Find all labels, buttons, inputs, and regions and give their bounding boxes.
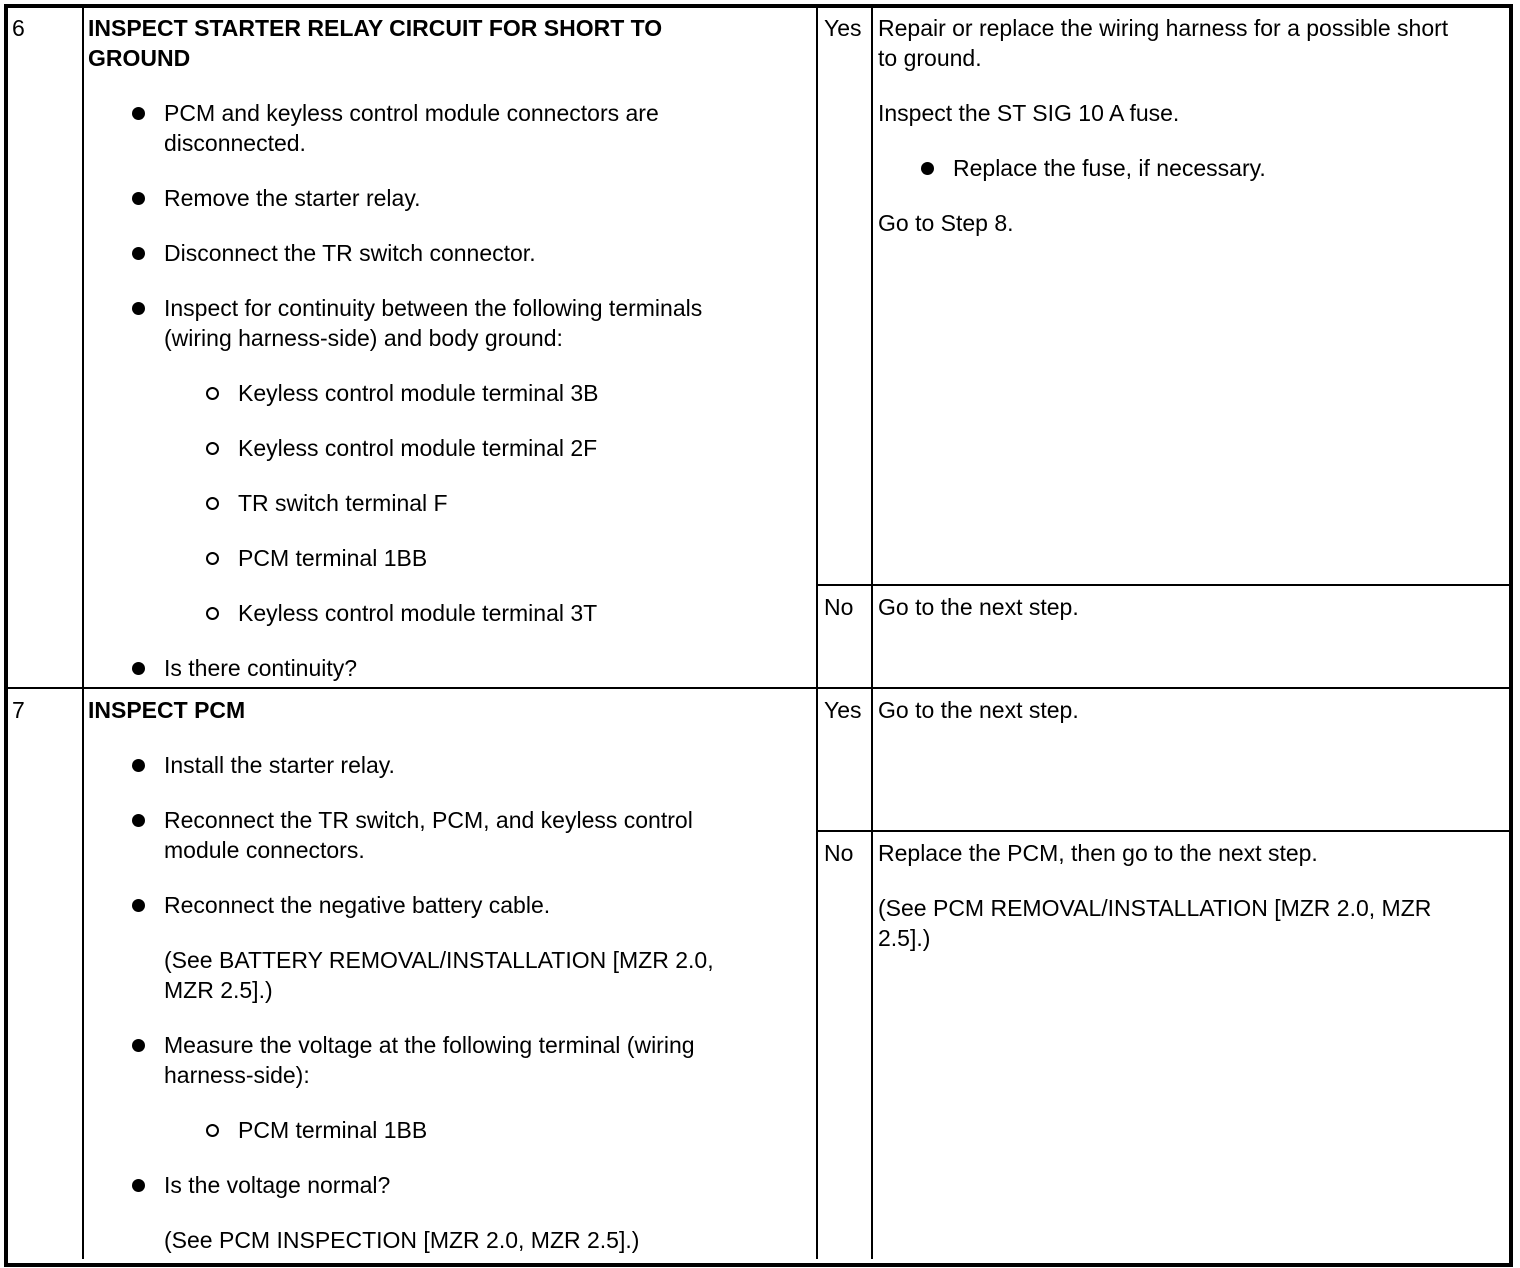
row-divider: [8, 687, 1509, 689]
result-yes-action: Replace the fuse, if necessary.: [953, 155, 1266, 181]
reference-note: (See BATTERY REMOVAL/INSTALLATION [MZR 2.0,: [164, 947, 714, 973]
result-divider: [816, 584, 1509, 586]
result-yes-action: to ground.: [878, 45, 982, 71]
bullet-icon: [132, 899, 145, 912]
list-item: Is there continuity?: [164, 655, 358, 681]
reference-note: MZR 2.5].): [164, 977, 273, 1003]
result-no-action: (See PCM REMOVAL/INSTALLATION [MZR 2.0, MZR: [878, 895, 1432, 921]
sub-bullet-icon: [206, 442, 219, 455]
result-yes-action: Go to the next step.: [878, 697, 1079, 723]
list-item: disconnected.: [164, 130, 306, 156]
step-number: 7: [12, 697, 25, 723]
bullet-icon: [921, 162, 934, 175]
result-yes-action: Repair or replace the wiring harness for a possible short: [878, 15, 1449, 41]
list-item: Disconnect the TR switch connector.: [164, 240, 536, 266]
bullet-icon: [132, 302, 145, 315]
list-item: Measure the voltage at the following terminal (wiring: [164, 1032, 695, 1058]
sub-bullet-icon: [206, 1124, 219, 1137]
sub-bullet-icon: [206, 552, 219, 565]
step-title: INSPECT PCM: [88, 697, 246, 723]
column-divider: [82, 8, 84, 1259]
sub-bullet-icon: [206, 497, 219, 510]
sub-bullet-icon: [206, 387, 219, 400]
sub-list-item: PCM terminal 1BB: [238, 1117, 428, 1143]
list-item: module connectors.: [164, 837, 365, 863]
sub-list-item: Keyless control module terminal 3T: [238, 600, 598, 626]
bullet-icon: [132, 192, 145, 205]
step-title: INSPECT STARTER RELAY CIRCUIT FOR SHORT TO: [88, 15, 663, 41]
result-yes-action: Inspect the ST SIG 10 A fuse.: [878, 100, 1180, 126]
sub-list-item: TR switch terminal F: [238, 490, 448, 516]
result-no-action: 2.5].): [878, 925, 931, 951]
list-item: Is the voltage normal?: [164, 1172, 391, 1198]
bullet-icon: [132, 662, 145, 675]
list-item: (wiring harness-side) and body ground:: [164, 325, 563, 351]
sub-list-item: Keyless control module terminal 2F: [238, 435, 598, 461]
result-divider: [816, 830, 1509, 832]
sub-list-item: Keyless control module terminal 3B: [238, 380, 599, 406]
list-item: PCM and keyless control module connectors are: [164, 100, 659, 126]
list-item: Remove the starter relay.: [164, 185, 421, 211]
result-no-action: Go to the next step.: [878, 594, 1079, 620]
result-no-label: No: [824, 840, 854, 866]
result-yes-label: Yes: [824, 697, 862, 723]
bullet-icon: [132, 107, 145, 120]
sub-bullet-icon: [206, 607, 219, 620]
result-yes-action: Go to Step 8.: [878, 210, 1014, 236]
step-title: GROUND: [88, 45, 191, 71]
reference-note: (See PCM INSPECTION [MZR 2.0, MZR 2.5].): [164, 1227, 640, 1253]
step-number: 6: [12, 15, 25, 41]
list-item: Install the starter relay.: [164, 752, 395, 778]
list-item: Reconnect the negative battery cable.: [164, 892, 551, 918]
bullet-icon: [132, 759, 145, 772]
result-yes-label: Yes: [824, 15, 862, 41]
bullet-icon: [132, 1039, 145, 1052]
column-divider: [816, 8, 818, 1259]
column-divider: [871, 8, 873, 1259]
list-item: harness-side):: [164, 1062, 310, 1088]
result-no-action: Replace the PCM, then go to the next step.: [878, 840, 1318, 866]
list-item: Inspect for continuity between the following terminals: [164, 295, 703, 321]
bullet-icon: [132, 814, 145, 827]
list-item: Reconnect the TR switch, PCM, and keyless control: [164, 807, 693, 833]
sub-list-item: PCM terminal 1BB: [238, 545, 428, 571]
result-no-label: No: [824, 594, 854, 620]
bullet-icon: [132, 247, 145, 260]
bullet-icon: [132, 1179, 145, 1192]
